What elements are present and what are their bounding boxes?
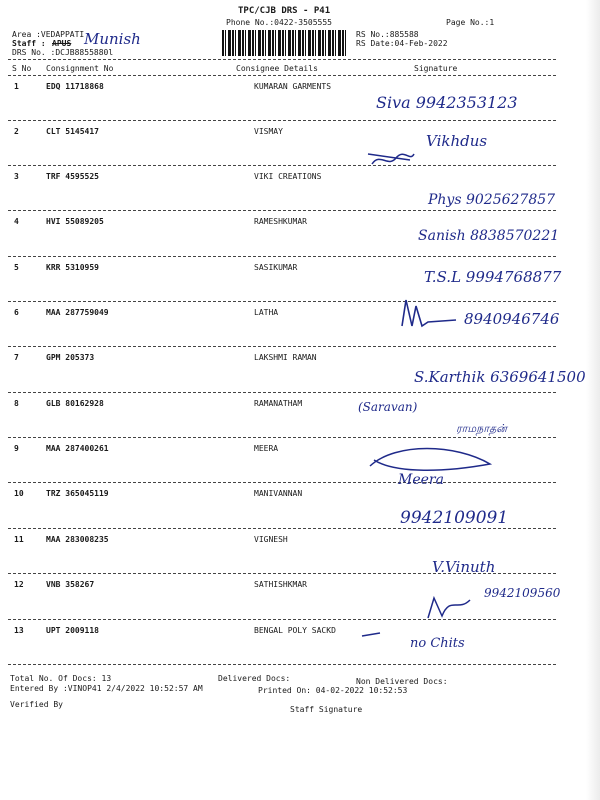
- row-sno: 2: [14, 127, 19, 136]
- scan-edge-shadow: [586, 0, 600, 800]
- row-sno: 6: [14, 308, 19, 317]
- row-divider: [8, 528, 556, 529]
- row-sno: 9: [14, 444, 19, 453]
- row-consignee: LATHA: [254, 308, 279, 317]
- handwritten-signature: Siva 9942353123: [376, 93, 518, 112]
- handwritten-signature: V.Vinuth: [432, 558, 496, 576]
- signature-scribble: [360, 630, 382, 640]
- row-consignment: GLB 80162928: [46, 399, 104, 408]
- non-delivered-docs: Non Delivered Docs:: [356, 677, 448, 686]
- col-header-consignee: Consignee Details: [236, 64, 318, 73]
- area-field: Area :VEDAPPATI: [12, 30, 85, 39]
- row-consignment: MAA 283008235: [46, 535, 109, 544]
- row-consignment: MAA 287400261: [46, 444, 109, 453]
- row-consignment: TRZ 365045119: [46, 489, 109, 498]
- handwritten-signature: S.Karthik 6369641500: [414, 368, 586, 386]
- row-consignee: VISMAY: [254, 127, 283, 136]
- row-consignee: MEERA: [254, 444, 279, 453]
- row-sno: 7: [14, 353, 19, 362]
- delivered-docs: Delivered Docs:: [218, 674, 291, 683]
- divider: [8, 59, 556, 60]
- printed-on: Printed On: 04-02-2022 10:52:53: [258, 686, 408, 695]
- row-divider: [8, 437, 556, 438]
- row-consignment: TRF 4595525: [46, 172, 99, 181]
- row-consignee: MANIVANNAN: [254, 489, 303, 498]
- row-divider: [8, 664, 556, 665]
- page-number: Page No.:1: [446, 18, 495, 27]
- row-consignee: KUMARAN GARMENTS: [254, 82, 332, 91]
- row-divider: [8, 165, 556, 166]
- row-consignment: VNB 358267: [46, 580, 95, 589]
- handwritten-signature: 9942109091: [400, 508, 509, 528]
- signature-scribble: [424, 592, 474, 622]
- signature-scribble: [398, 296, 458, 332]
- row-consignment: EDQ 11718868: [46, 82, 104, 91]
- row-sno: 5: [14, 263, 19, 272]
- rs-number: RS No.:885588: [356, 30, 419, 39]
- row-consignee: VIKI CREATIONS: [254, 172, 322, 181]
- row-sno: 8: [14, 399, 19, 408]
- row-sno: 4: [14, 217, 19, 226]
- row-consignee: LAKSHMI RAMAN: [254, 353, 317, 362]
- rs-date: RS Date:04-Feb-2022: [356, 39, 448, 48]
- row-consignment: HVI 55089205: [46, 217, 104, 226]
- col-header-consignment: Consignment No: [46, 64, 114, 73]
- row-sno: 13: [14, 626, 24, 635]
- col-header-signature: Signature: [414, 64, 458, 73]
- row-divider: [8, 346, 556, 347]
- row-consignment: GPM 205373: [46, 353, 95, 362]
- row-consignment: CLT 5145417: [46, 127, 99, 136]
- row-divider: [8, 392, 556, 393]
- row-consignee: BENGAL POLY SACKD: [254, 626, 336, 635]
- row-consignee: SATHISHKMAR: [254, 580, 307, 589]
- row-consignee: RAMESHKUMAR: [254, 217, 307, 226]
- row-sno: 1: [14, 82, 19, 91]
- handwritten-signature: Meera: [398, 472, 444, 488]
- handwritten-signature: no Chits: [410, 636, 465, 651]
- row-consignment: UPT 2009118: [46, 626, 99, 635]
- handwritten-signature: (Saravan): [358, 400, 418, 414]
- row-divider: [8, 120, 556, 121]
- row-sno: 11: [14, 535, 24, 544]
- handwritten-tamil-text: ராமநாதன்: [456, 422, 507, 435]
- staff-handwritten-name: Munish: [84, 30, 141, 48]
- row-consignee: SASIKUMAR: [254, 263, 298, 272]
- barcode-image: [222, 30, 346, 56]
- handwritten-signature: Phys 9025627857: [428, 192, 556, 208]
- verified-by: Verified By: [10, 700, 63, 709]
- row-consignee: RAMANATHAM: [254, 399, 303, 408]
- total-docs: Total No. Of Docs: 13: [10, 674, 112, 683]
- row-consignee: VIGNESH: [254, 535, 288, 544]
- row-sno: 3: [14, 172, 19, 181]
- row-consignment: KRR 5310959: [46, 263, 99, 272]
- row-sno: 10: [14, 489, 24, 498]
- staff-code: APUS: [52, 39, 72, 48]
- handwritten-signature: 9942109560: [484, 586, 561, 600]
- handwritten-signature: Sanish 8838570221: [418, 228, 560, 244]
- col-header-sno: S No: [12, 64, 32, 73]
- handwritten-signature: 8940946746: [464, 310, 560, 328]
- handwritten-signature: Vikhdus: [426, 132, 488, 150]
- row-divider: [8, 482, 556, 483]
- row-divider: [8, 301, 556, 302]
- row-divider: [8, 210, 556, 211]
- entered-by: Entered By :VINOP41 2/4/2022 10:52:57 AM: [10, 684, 203, 693]
- phone-number: Phone No.:0422-3505555: [226, 18, 332, 27]
- row-consignment: MAA 287759049: [46, 308, 109, 317]
- row-sno: 12: [14, 580, 24, 589]
- row-divider: [8, 256, 556, 257]
- staff-signature-label: Staff Signature: [290, 705, 363, 714]
- divider: [8, 75, 556, 76]
- doc-title: TPC/CJB DRS - P41: [238, 6, 331, 16]
- signature-scribble: [366, 150, 416, 170]
- drs-number: DRS No. :DCJB8855880l: [12, 48, 114, 57]
- staff-label: Staff :: [12, 39, 46, 48]
- handwritten-signature: T.S.L 9994768877: [424, 268, 562, 286]
